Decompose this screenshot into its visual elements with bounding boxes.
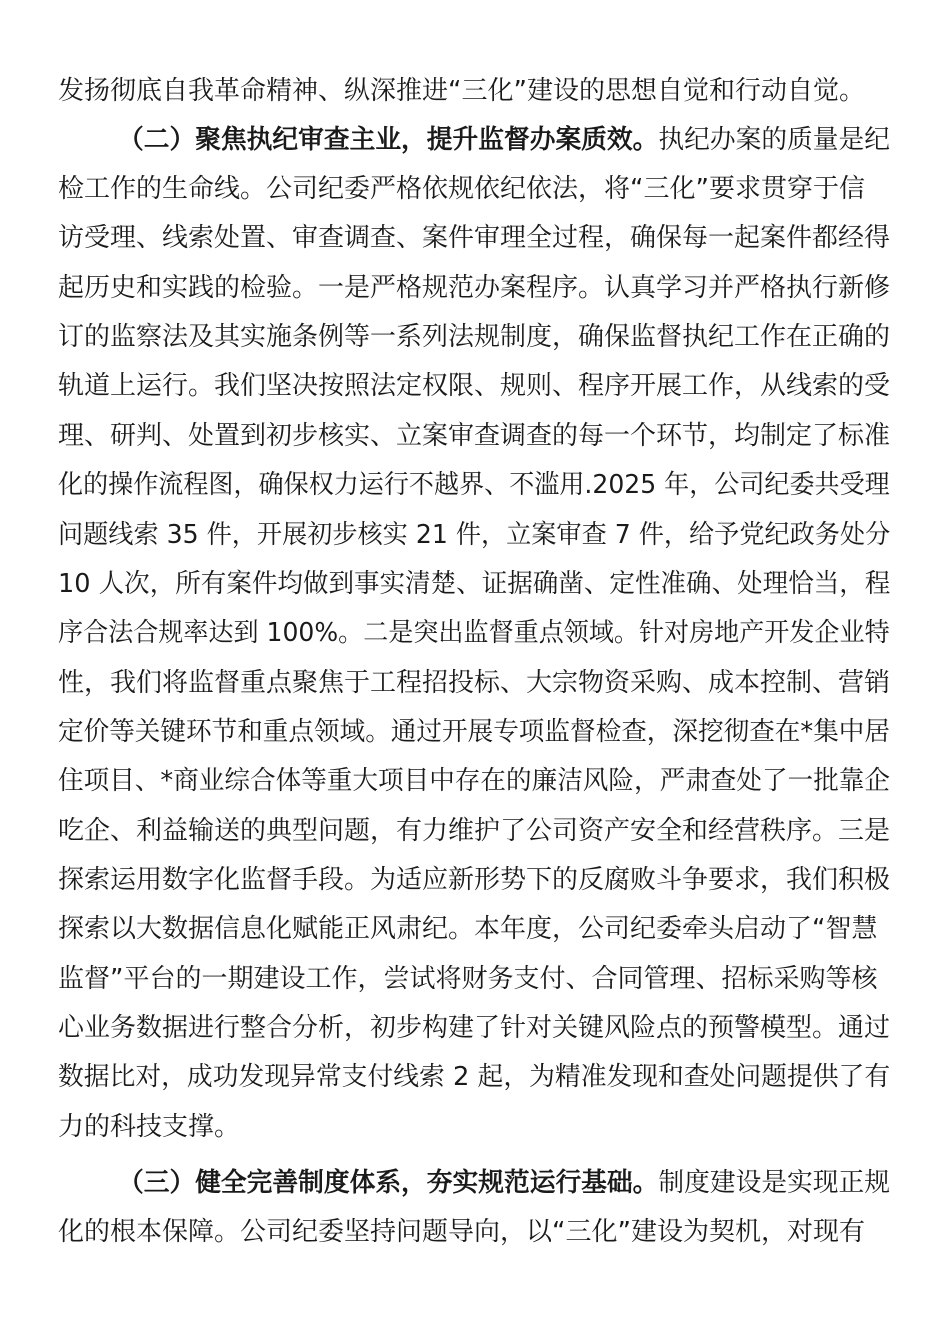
line-text: 检工作的生命线。公司纪委严格依规依纪依法，将“三化”要求贯穿于信 [58,174,865,204]
line-text: 住项目、*商业综合体等重大项目中存在的廉洁风险，严肃查处了一批靠企 [58,766,891,796]
paragraph-line [58,959,890,999]
line-text: 访受理、线索处置、审查调查、案件审理全过程，确保每一起案件都经得 [58,223,891,253]
paragraph-line [58,169,890,209]
line-text: 吃企、利益输送的典型问题，有力维护了公司资产安全和经营秩序。三是 [58,816,891,846]
line-text: 监督”平台的一期建设工作，尝试将财务支付、合同管理、招标采购等核 [58,964,878,994]
paragraph-line [58,317,890,357]
paragraph-line [58,465,890,505]
line-text: 问题线索 35 件，开展初步核实 21 件，立案审查 7 件，给予党纪政务处分 [58,520,891,550]
line-text: 发扬彻底自我革命精神、纵深推进“三化”建设的思想自觉和行动自觉。 [58,76,865,106]
paragraph-line [58,712,891,752]
paragraph-line [58,268,890,308]
paragraph-line [58,1057,891,1097]
paragraph-line [58,218,890,258]
paragraph-line [58,909,890,949]
line-text: 探索运用数字化监督手段。为适应新形势下的反腐败斗争要求，我们积极 [58,865,891,895]
paragraph-line [58,811,890,851]
section-heading: （二）聚焦执纪审查主业，提升监督办案质效。 [118,125,659,155]
paragraph-line [58,1212,890,1252]
paragraph-line [58,663,890,703]
line-text: 制度建设是实现正规 [658,1168,890,1198]
line-text: 心业务数据进行整合分析，初步构建了针对关键风险点的预警模型。通过 [58,1013,891,1043]
line-text: 力的科技支撑。 [58,1112,241,1142]
line-text: 序合法合规率达到 100%。二是突出监督重点领域。针对房地产开发企业特 [58,618,890,648]
paragraph-line [58,613,890,653]
section-heading: （三）健全完善制度体系，夯实规范运行基础。 [118,1168,659,1198]
paragraph-line [58,860,890,900]
paragraph-line [58,1008,890,1048]
line-text: 起历史和实践的检验。一是严格规范办案程序。认真学习并严格执行新修 [58,273,891,303]
line-text: 执纪办案的质量是纪 [658,125,890,155]
line-text: 数据比对，成功发现异常支付线索 2 起，为精准发现和查处问题提供了有 [58,1062,891,1092]
line-text: 探索以大数据信息化赋能正风肃纪。本年度，公司纪委牵头启动了“智慧 [58,914,878,944]
paragraph-line [58,71,890,111]
line-text: 性，我们将监督重点聚焦于工程招投标、大宗物资采购、成本控制、营销 [58,668,891,698]
paragraph-line [58,564,891,604]
paragraph-line [58,515,891,555]
section-heading-line [118,1163,890,1203]
line-text: 定价等关键环节和重点领域。通过开展专项监督检查，深挖彻查在*集中居 [58,717,891,747]
paragraph-line [58,761,891,801]
paragraph-line [58,366,890,406]
line-text: 理、研判、处置到初步核实、立案审查调查的每一个环节，均制定了标准 [58,421,891,451]
line-text: 化的根本保障。公司纪委坚持问题导向，以“三化”建设为契机，对现有 [58,1217,865,1247]
section-heading-line [118,120,890,160]
paragraph-line [58,1107,890,1147]
paragraph-line [58,416,890,456]
line-text: 轨道上运行。我们坚决按照法定权限、规则、程序开展工作，从线索的受 [58,371,891,401]
line-text: 订的监察法及其实施条例等一系列法规制度，确保监督执纪工作在正确的 [58,322,891,352]
line-text: 化的操作流程图，确保权力运行不越界、不滥用.2025 年，公司纪委共受理 [58,470,890,500]
line-text: 10 人次，所有案件均做到事实清楚、证据确凿、定性准确、处理恰当，程 [58,569,891,599]
